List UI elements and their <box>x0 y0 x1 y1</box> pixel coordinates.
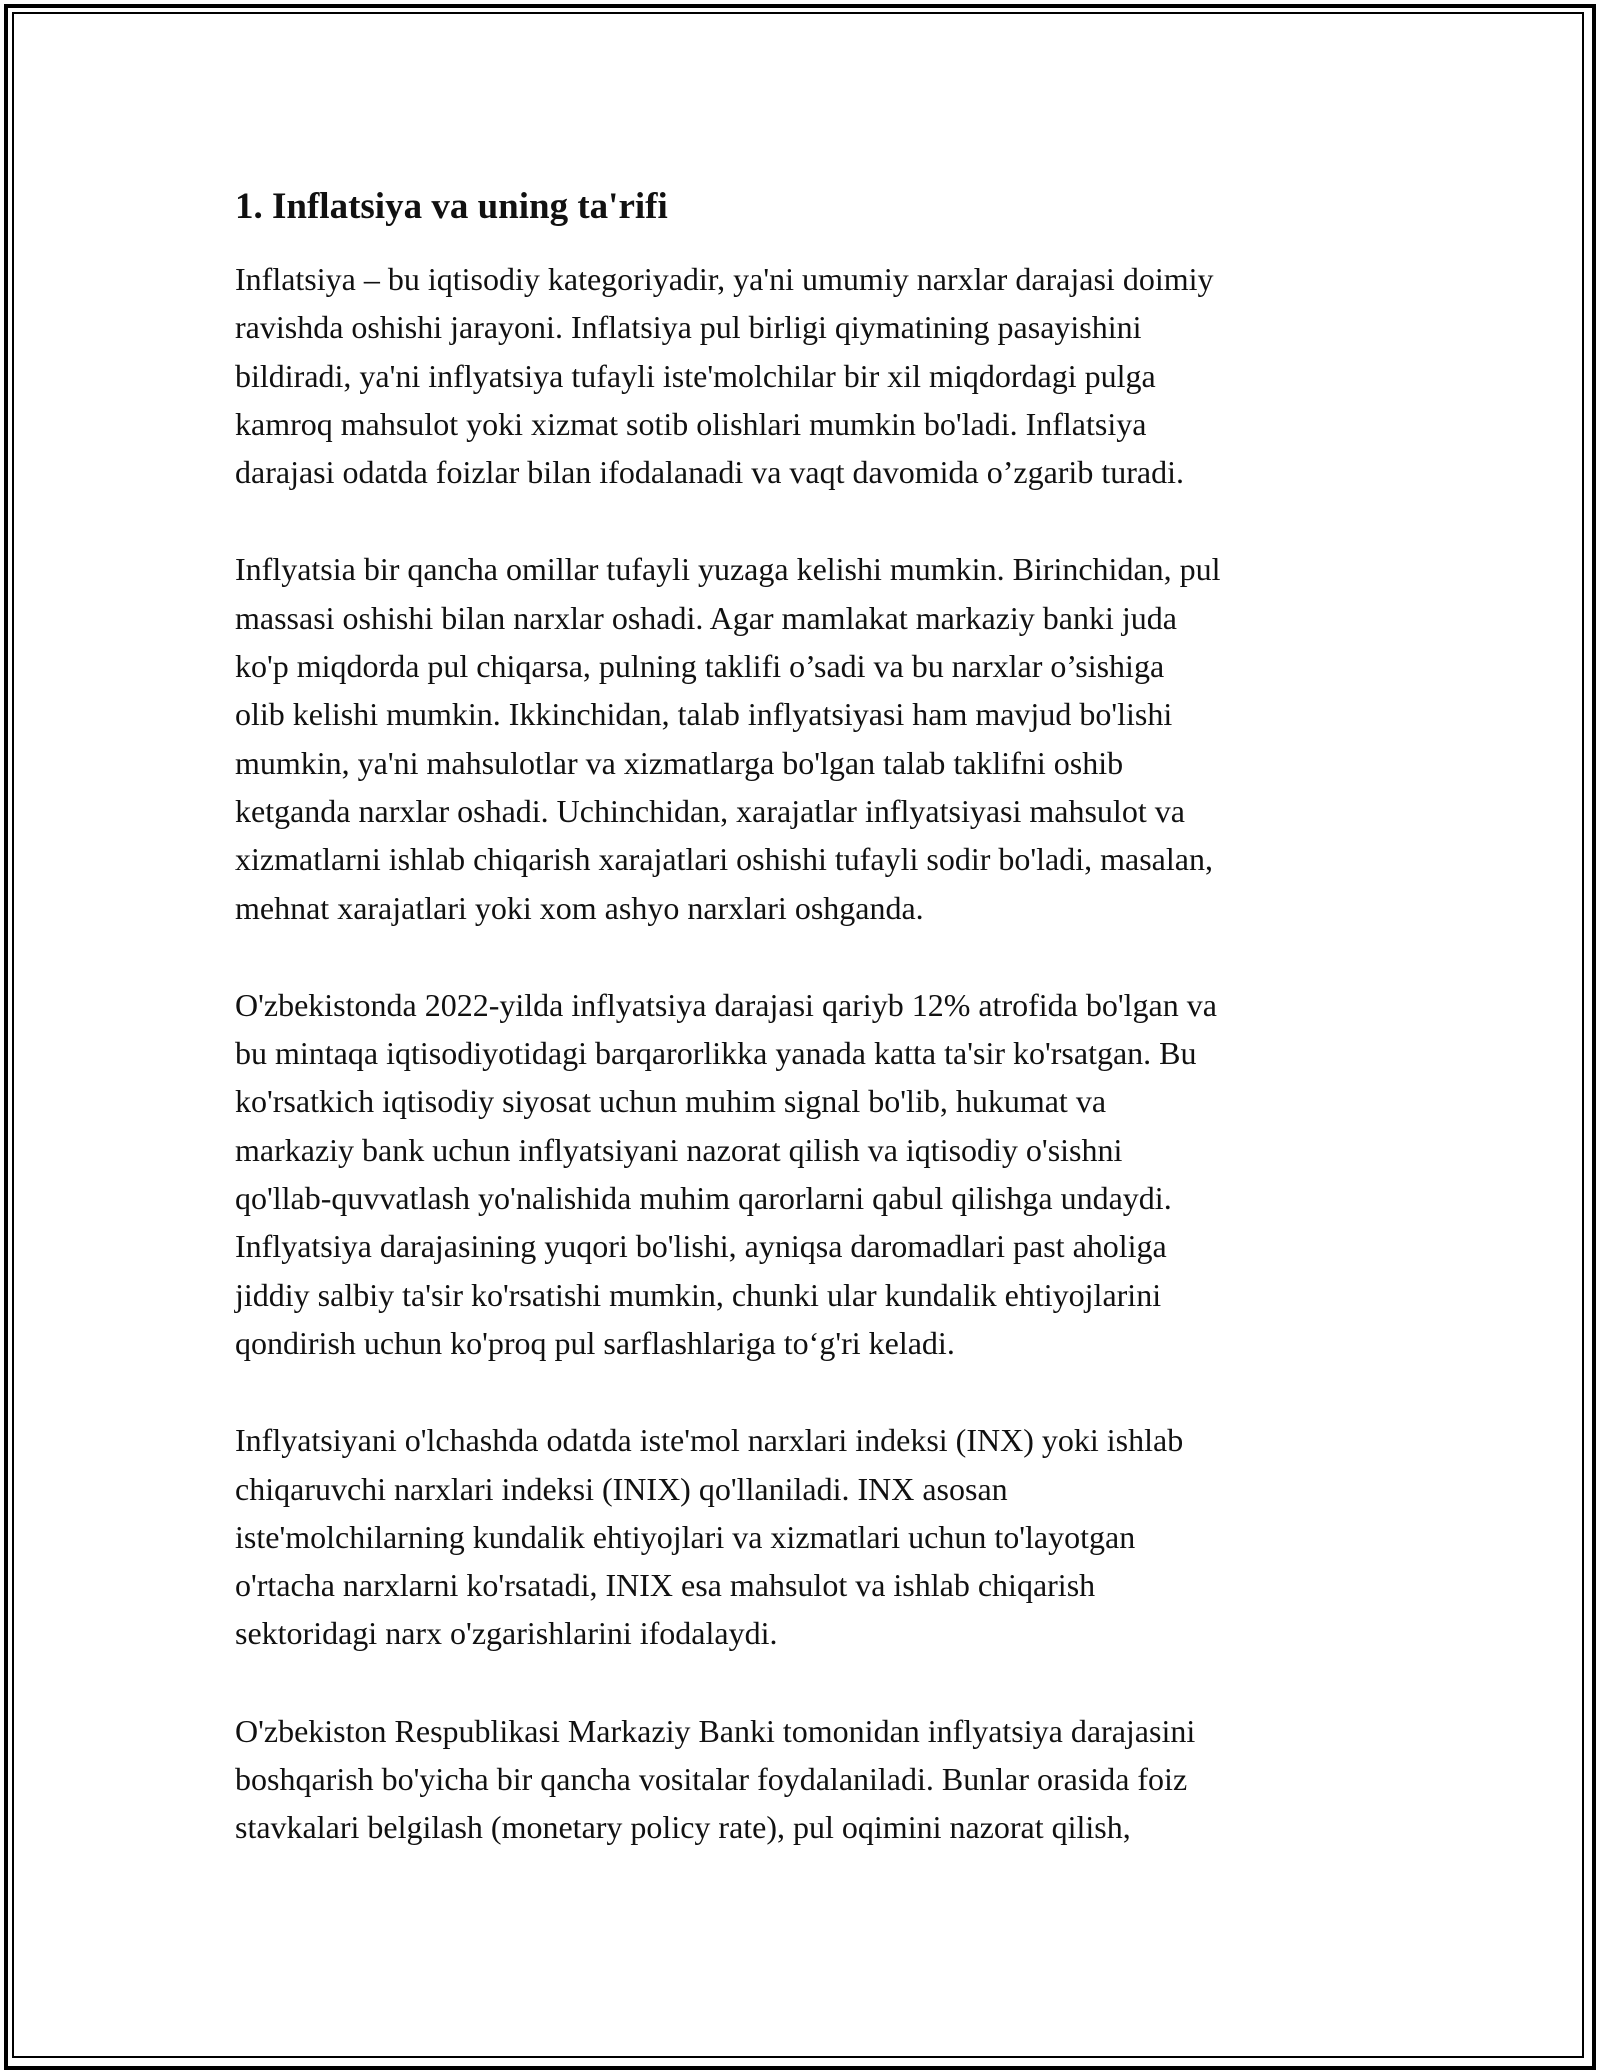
text-line: kamroq mahsulot yoki xizmat sotib olishlari mumkin bo'ladi. Inflatsiya <box>235 405 1147 442</box>
text-line: bildiradi, ya'ni inflyatsiya tufayli iste'molchilar bir xil miqdordagi pulga <box>235 357 1156 394</box>
text-line: iste'molchilarning kundalik ehtiyojlari va xizmatlari uchun to'layotgan <box>235 1518 1136 1555</box>
text-line: sektoridagi narx o'zgarishlarini ifodalaydi. <box>235 1615 778 1652</box>
text-line: massasi oshishi bilan narxlar oshadi. Agar mamlakat markaziy banki juda <box>235 599 1177 636</box>
text-line: ko'rsatkich iqtisodiy siyosat uchun muhim signal bo'lib, hukumat va <box>235 1083 1107 1120</box>
text-line: mumkin, ya'ni mahsulotlar va xizmatlarga bo'lgan talab taklifni oshib <box>235 744 1124 781</box>
text-line: ravishda oshishi jarayoni. Inflatsiya pul birligi qiymatining pasayishini <box>235 309 1142 346</box>
text-line: Inflatsiya – bu iqtisodiy kategoriyadir, ya'ni umumiy narxlar darajasi doimiy <box>235 261 1214 297</box>
paragraph-central-bank <box>235 1707 1370 1852</box>
paragraph-causes <box>235 545 1370 931</box>
text-line: markaziy bank uchun inflyatsiyani nazorat qilish va iqtisodiy o'sishni <box>235 1131 1123 1168</box>
text-line: ketganda narxlar oshadi. Uchinchidan, xarajatlar inflyatsiyasi mahsulot va <box>235 792 1185 829</box>
paragraph-definition <box>235 255 1370 496</box>
text-line: qo'llab-quvvatlash yo'nalishida muhim qarorlarni qabul qilishga undaydi. <box>235 1180 1172 1217</box>
text-line: Inflyatsiyani o'lchashda odatda iste'mol narxlari indeksi (INX) yoki ishlab <box>235 1422 1184 1459</box>
text-line: mehnat xarajatlari yoki xom ashyo narxlari oshganda. <box>235 889 924 926</box>
text-line: chiqaruvchi narxlari indeksi (INIX) qo'llaniladi. INX asosan <box>235 1470 1008 1507</box>
paragraph-measurement <box>235 1416 1370 1657</box>
text-line: Inflyatsiya darajasining yuqori bo'lishi, ayniqsa daromadlari past aholiga <box>235 1228 1167 1265</box>
text-line: jiddiy salbiy ta'sir ko'rsatishi mumkin, chunki ular kundalik ehtiyojlarini <box>235 1276 1162 1313</box>
text-line: o'rtacha narxlarni ko'rsatadi, INIX esa mahsulot va ishlab chiqarish <box>235 1567 1096 1604</box>
section-heading: 1. Inflatsiya va uning ta'rifi <box>235 186 668 227</box>
text-line: bu mintaqa iqtisodiyotidagi barqarorlikka yanada katta ta'sir ko'rsatgan. Bu <box>235 1035 1197 1072</box>
text-line: xizmatlarni ishlab chiqarish xarajatlari oshishi tufayli sodir bo'ladi, masalan, <box>235 841 1213 878</box>
document-body <box>235 185 1370 1901</box>
text-line: Inflyatsia bir qancha omillar tufayli yuzaga kelishi mumkin. Birinchidan, pul <box>235 551 1221 588</box>
text-line: O'zbekistonda 2022-yilda inflyatsiya darajasi qariyb 12% atrofida bo'lgan va <box>235 986 1217 1023</box>
text-line: olib kelishi mumkin. Ikkinchidan, talab inflyatsiyasi ham mavjud bo'lishi <box>235 696 1173 733</box>
text-line: O'zbekiston Respublikasi Markaziy Banki tomonidan inflyatsiya darajasini <box>235 1712 1196 1749</box>
paragraph-uzbekistan-2022 <box>235 981 1370 1367</box>
text-line: ko'p miqdorda pul chiqarsa, pulning taklifi o’sadi va bu narxlar o’sishiga <box>235 648 1165 685</box>
text-line: qondirish uchun ko'proq pul sarflashlariga to‘g'ri keladi. <box>235 1324 955 1361</box>
text-line: boshqarish bo'yicha bir qancha vositalar foydalaniladi. Bunlar orasida foiz <box>235 1761 1188 1798</box>
text-line: stavkalari belgilash (monetary policy rate), pul oqimini nazorat qilish, <box>235 1809 1131 1846</box>
text-line: darajasi odatda foizlar bilan ifodalanadi va vaqt davomida o’zgarib turadi. <box>235 454 1184 491</box>
